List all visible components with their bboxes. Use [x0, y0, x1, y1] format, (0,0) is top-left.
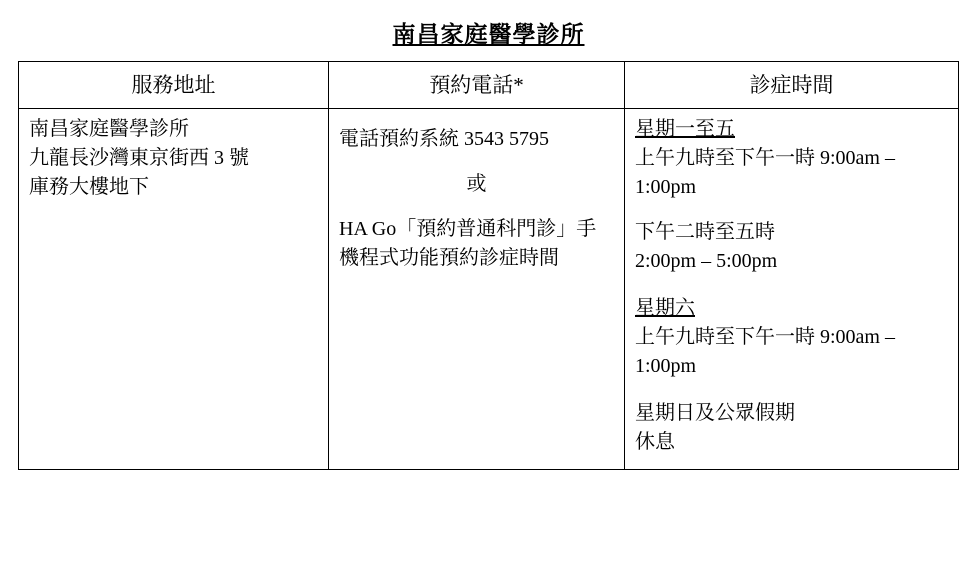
- address-line-3: 庫務大樓地下: [29, 176, 149, 198]
- hours-group-weekday: [635, 115, 948, 276]
- cell-phone: [329, 109, 625, 470]
- hours-holiday-label: 星期日及公眾假期: [635, 402, 795, 424]
- address-line-2: 九龍長沙灣東京街西 3 號: [29, 147, 249, 169]
- phone-or-text: 或: [466, 173, 487, 195]
- hours-group-saturday: [635, 294, 948, 381]
- phone-booking-system: 電話預約系統 3543 5795: [339, 128, 549, 150]
- hours-group-holiday: [635, 399, 948, 457]
- column-header-phone: 預約電話*: [329, 62, 625, 109]
- column-header-hours: 診症時間: [625, 62, 959, 109]
- cell-address: [19, 109, 329, 470]
- spacer: [339, 115, 614, 125]
- spacer: [339, 199, 614, 215]
- spacer: [635, 278, 948, 294]
- table-row: [19, 109, 959, 470]
- hours-holiday-status: 休息: [635, 431, 675, 453]
- spacer: [635, 383, 948, 399]
- hours-saturday-morning: 上午九時至下午一時 9:00am – 1:00pm: [635, 326, 900, 377]
- spacer: [339, 154, 614, 170]
- column-header-address: 服務地址: [19, 62, 329, 109]
- hours-weekday-morning: 上午九時至下午一時 9:00am – 1:00pm: [635, 147, 900, 198]
- phone-app-note: HA Go「預約普通科門診」手機程式功能預約診症時間: [339, 218, 597, 269]
- table-header-row: [19, 62, 959, 109]
- cell-hours: [625, 109, 959, 470]
- spacer: [635, 202, 948, 218]
- hours-weekday-afternoon-zh: 下午二時至五時: [635, 221, 775, 243]
- hours-label-weekday: 星期一至五: [635, 118, 735, 140]
- clinic-info-table: [18, 61, 959, 470]
- page-title: 南昌家庭醫學診所: [392, 22, 585, 47]
- hours-weekday-afternoon-en: 2:00pm – 5:00pm: [635, 250, 778, 272]
- address-line-1: 南昌家庭醫學診所: [29, 118, 189, 140]
- hours-label-saturday: 星期六: [635, 297, 695, 319]
- document-page: [0, 16, 977, 565]
